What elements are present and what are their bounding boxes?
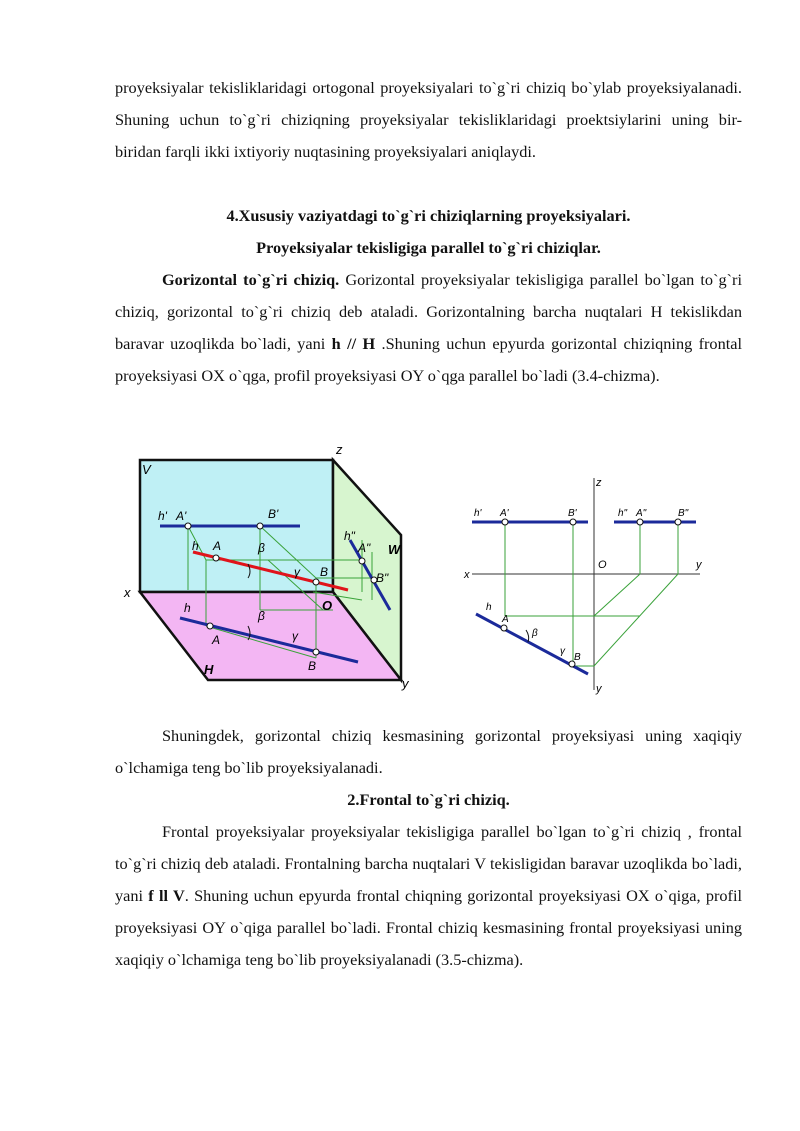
label-h-lower: h (184, 601, 191, 615)
label-y-axis: y (402, 676, 409, 691)
paragraph-horizontal-line (115, 264, 742, 392)
section-heading-frontal: 2.Frontal to`g`ri chiziq. (347, 790, 510, 809)
label-beta-lower: β (258, 609, 265, 623)
paragraph-text: . Shuning uchun epyurda frontal chiqning gorizontal proyeksiyasi OX o`qiga, profil proyeksiyasi OY o`qiga parallel bo`ladi. Frontal chiziq kesmasining frontal proyeksiyasi uning xaqiqiy o`lchamiga teng bo`lib proyeksiyalanadi (3.5-chizma). (115, 886, 742, 969)
label-x-axis: x (464, 569, 470, 581)
label-gamma-lower: γ (292, 629, 298, 643)
label-a-double-prime: A" (358, 541, 371, 555)
formula-f-parallel-V: f ll V (148, 886, 185, 905)
label-gamma: γ (294, 565, 300, 579)
figure-epure-horizontal-line (460, 470, 720, 700)
label-b-double-prime: B" (678, 508, 689, 519)
point-a-double-prime (359, 558, 365, 564)
label-origin: O (598, 559, 607, 571)
term-horizontal-line: Gorizontal to`g`ri chiziq. (162, 270, 340, 289)
label-a-double-prime: A" (636, 508, 647, 519)
point-a-double-prime (637, 519, 643, 525)
label-h-plane: H (204, 662, 214, 677)
label-h-double-prime: h" (344, 529, 355, 543)
point-b-double-prime (675, 519, 681, 525)
label-origin: O (322, 598, 333, 613)
paragraph-text: Gorizontal proyeksiyalar tekisligiga parallel bo`lgan to`g`ri chiziq, gorizontal to`g`ri chiziq deb ataladi. Gorizontalning barcha nuqtalari H tekislikdan baravar uzoqlikda bo`ladi, yani (115, 270, 742, 353)
label-a-prime: A' (176, 509, 187, 523)
label-h-double-prime: h" (618, 508, 628, 519)
point-a-horizontal (207, 623, 213, 629)
label-b: B (320, 565, 329, 579)
point-b-horizontal (313, 649, 319, 655)
formula-h-parallel-H: h // H (331, 334, 376, 353)
label-y-axis-right: y (696, 559, 702, 571)
label-z-axis: z (596, 477, 602, 489)
point-a-prime (502, 519, 508, 525)
label-a-lower: A (212, 633, 221, 647)
label-h: h (486, 602, 492, 613)
label-beta: β (258, 541, 265, 555)
point-a-prime (185, 523, 191, 529)
point-b-prime (257, 523, 263, 529)
label-z-axis: z (336, 442, 343, 457)
section-heading: 4.Xususiy vaziyatdagi to`g`ri chiziqlarning proyeksiyalari. (226, 206, 631, 225)
label-a: A (502, 614, 509, 625)
point-a (501, 625, 507, 631)
label-h-prime: h' (474, 508, 482, 519)
label-x-axis: x (124, 585, 131, 600)
label-b: B (574, 652, 581, 663)
point-a-space (213, 555, 219, 561)
label-a: A (213, 539, 222, 553)
label-beta: β (532, 628, 538, 639)
subsection-heading: Proyeksiyalar tekisligiga parallel to`g`ri chiziqlar. (256, 238, 601, 257)
point-b-prime (570, 519, 576, 525)
label-y-axis-bottom: y (596, 683, 602, 695)
label-v-plane: V (142, 462, 151, 477)
label-b-prime: B' (268, 507, 279, 521)
label-h: h (192, 539, 199, 553)
label-b-prime: B' (568, 508, 577, 519)
paragraph-text: .Shuning uchun epyurda gorizontal chiziqning frontal proyeksiyasi OX o`qga, profil proyeksiyasi OY o`qga parallel bo`ladi (3.4-chizma). (115, 334, 742, 385)
paragraph-frontal-line (115, 816, 742, 976)
paragraph-text: Frontal proyeksiyalar proyeksiyalar tekisligiga parallel bo`lgan to`g`ri chiziq , frontal to`g`ri chiziq deb ataladi. Frontalning barcha nuqtalari V tekisligidan baravar uzoqlikda bo`ladi, yani (115, 822, 742, 905)
paragraph-true-length: Shuningdek, gorizontal chiziq kesmasining gorizontal proyeksiyasi uning xaqiqiy o`lchamiga teng bo`lib proyeksiyalanadi. (115, 726, 742, 777)
label-gamma: γ (560, 646, 565, 657)
label-b-double-prime: B" (376, 571, 389, 585)
label-h-prime: h' (158, 509, 167, 523)
point-b-space (313, 579, 319, 585)
label-w-plane: W (388, 542, 401, 557)
figure-3d-horizontal-line (118, 440, 418, 700)
paragraph-intro: proyeksiyalar tekisliklaridagi ortogonal proyeksiyalari to`g`ri chiziq bo`ylab proyeksiyalanadi. Shuning uchun to`g`ri chiziqning proyeksiyalar tekisliklaridagi proektsiylarini uning bir- biridan farqli ikki ixtiyoriy nuqtasining proyeksiyalari aniqlaydi. (115, 78, 742, 161)
label-b-lower: B (308, 659, 317, 673)
label-a-prime: A' (500, 508, 509, 519)
